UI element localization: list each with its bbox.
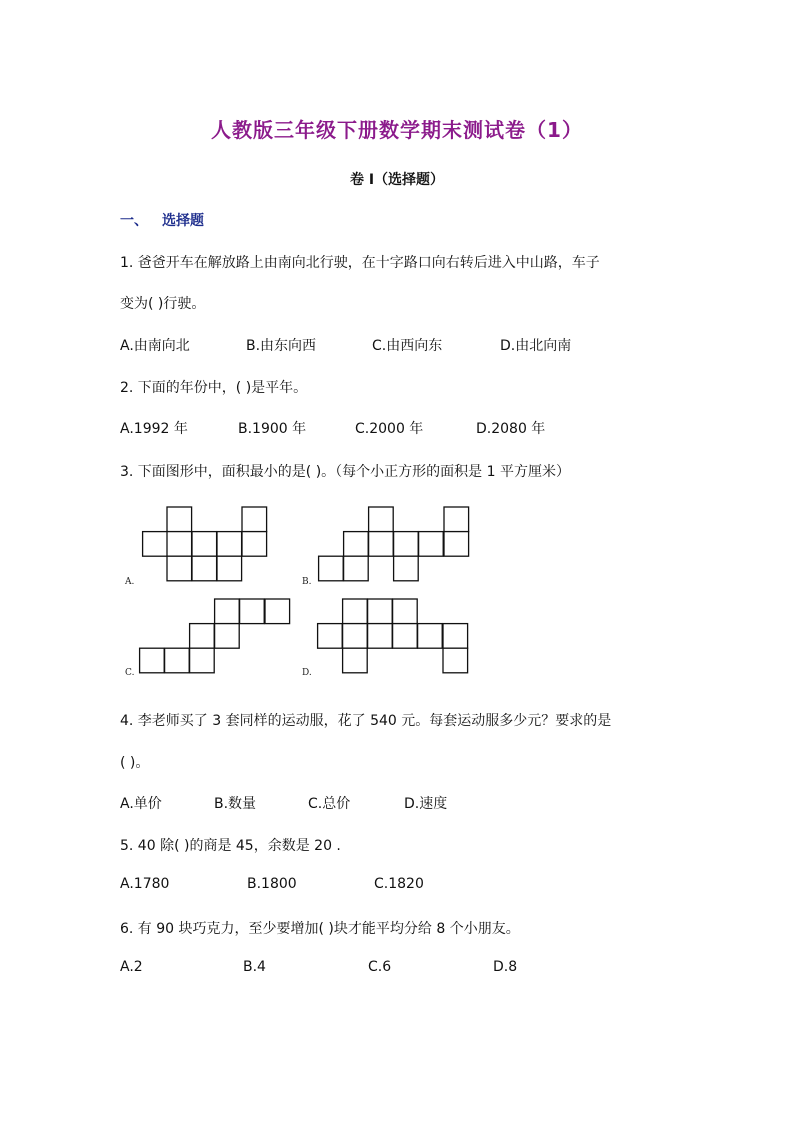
question-1-line-2: 变为( )行驶。 (120, 296, 206, 312)
figure-b-grid (318, 506, 470, 582)
q5-option-a: A.1780 (120, 876, 170, 892)
q6-option-c: C.6 (368, 959, 392, 975)
question-2-line-1: 2. 下面的年份中，( )是平年。 (120, 380, 308, 396)
q6-option-a: A.2 (120, 959, 143, 975)
q4-option-b: B.数量 (214, 796, 257, 812)
q2-option-a: A.1992 年 (120, 421, 188, 437)
q4-option-c: C.总价 (308, 796, 351, 812)
q5-option-c: C.1820 (374, 876, 424, 892)
figure-c-grid (139, 598, 291, 674)
paper-subtitle: 卷 I（选择题） (349, 172, 445, 188)
section-label: 选择题 (162, 213, 204, 229)
q4-option-a: A.单价 (120, 796, 162, 812)
question-5-line-1: 5. 40 除( )的商是 45，余数是 20 . (120, 838, 341, 854)
q6-option-d: D.8 (493, 959, 518, 975)
figure-b-label: B. (302, 577, 312, 587)
q6-option-b: B.4 (243, 959, 266, 975)
q1-option-b: B.由东向西 (246, 338, 317, 354)
page-title: 人教版三年级下册数学期末测试卷（1） (211, 118, 583, 142)
q4-option-d: D.速度 (404, 796, 448, 812)
question-6-line-1: 6. 有 90 块巧克力，至少要增加( )块才能平均分给 8 个小朋友。 (120, 921, 520, 937)
figure-d-label: D. (302, 668, 312, 678)
figure-a-label: A. (125, 577, 135, 587)
question-3-line-1: 3. 下面图形中，面积最小的是( )。（每个小正方形的面积是 1 平方厘米） (120, 464, 570, 480)
figure-d-grid (317, 598, 469, 674)
q1-option-c: C.由西向东 (372, 338, 443, 354)
q1-option-a: A.由南向北 (120, 338, 190, 354)
section-number: 一、 (120, 213, 148, 229)
question-1-line-1: 1. 爸爸开车在解放路上由南向北行驶，在十字路口向右转后进入中山路，车子 (120, 255, 600, 271)
figure-a-grid (142, 506, 268, 582)
question-4-line-1: 4. 李老师买了 3 套同样的运动服，花了 540 元。每套运动服多少元？要求的是 (120, 713, 612, 729)
question-4-line-2: ( )。 (120, 755, 150, 771)
figure-c-label: C. (125, 668, 135, 678)
q1-option-d: D.由北向南 (500, 338, 572, 354)
section-heading (120, 210, 204, 230)
q2-option-b: B.1900 年 (238, 421, 307, 437)
q5-option-b: B.1800 (247, 876, 297, 892)
q2-option-d: D.2080 年 (476, 421, 546, 437)
q2-option-c: C.2000 年 (355, 421, 424, 437)
